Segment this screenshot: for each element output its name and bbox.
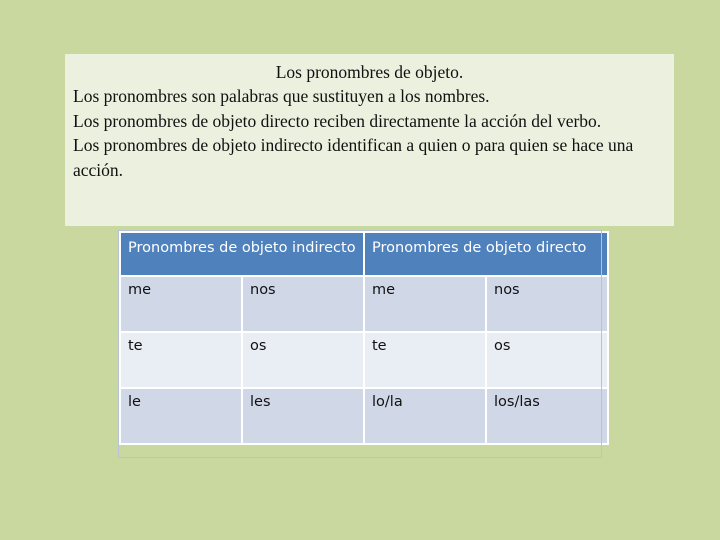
intro-line-2: Los pronombres de objeto directo reciben directamente la acción del verbo. xyxy=(73,110,602,131)
table-row xyxy=(120,276,608,332)
slide-title: Los pronombres de objeto. xyxy=(275,62,464,82)
table-cell: me xyxy=(120,276,242,332)
table-cell: os xyxy=(486,332,608,388)
table-cell: los/las xyxy=(486,388,608,444)
header-indirect: Pronombres de objeto indirecto xyxy=(120,232,364,276)
intro-line-3: Los pronombres de objeto indirecto identifican a quien o para quien se hace una acción. xyxy=(73,135,634,180)
table-header-row xyxy=(120,232,608,276)
table-cell: me xyxy=(364,276,486,332)
table-cell: lo/la xyxy=(364,388,486,444)
table-cell: os xyxy=(242,332,364,388)
table-cell: te xyxy=(120,332,242,388)
table-row xyxy=(120,388,608,444)
table-cell: le xyxy=(120,388,242,444)
intro-textbox xyxy=(65,54,674,226)
header-direct: Pronombres de objeto directo xyxy=(364,232,608,276)
table-cell: nos xyxy=(486,276,608,332)
table-cell: te xyxy=(364,332,486,388)
intro-line-1: Los pronombres son palabras que sustituyen a los nombres. xyxy=(73,86,490,107)
table-cell: nos xyxy=(242,276,364,332)
table-row xyxy=(120,332,608,388)
pronouns-table xyxy=(119,231,609,445)
table-cell: les xyxy=(242,388,364,444)
